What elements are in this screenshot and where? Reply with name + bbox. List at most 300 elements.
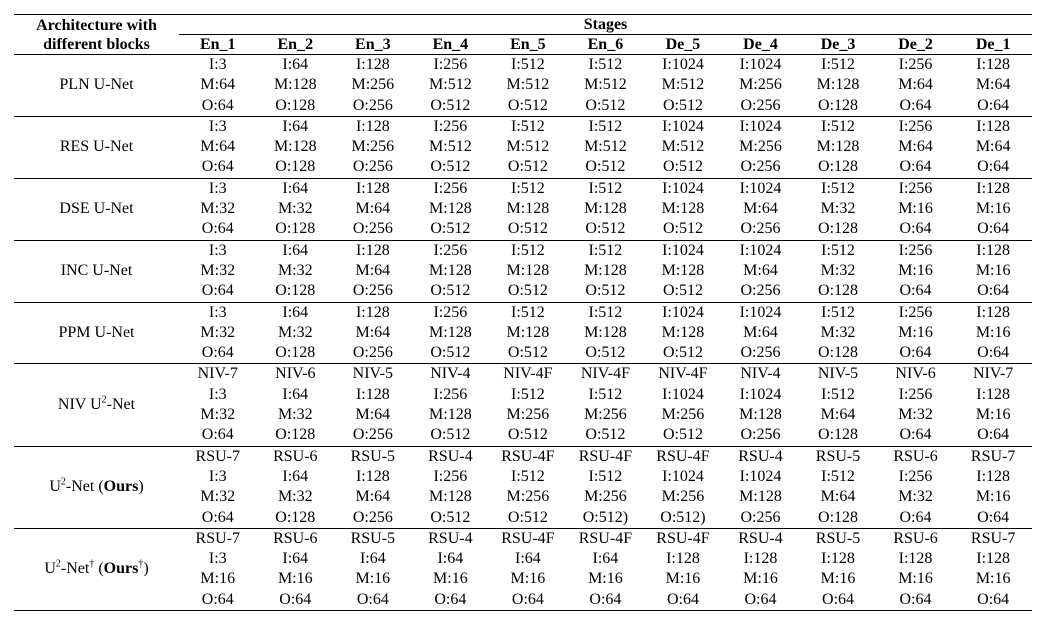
stage-cell-line: O:512 (507, 508, 548, 526)
stage-cell-line: O:512 (430, 158, 471, 176)
stage-cell-line: RSU-6 (273, 447, 318, 465)
stage-cell-line: I:1024 (739, 467, 782, 485)
stage-cell (877, 446, 955, 528)
stage-cell (179, 178, 257, 240)
stage-cell (877, 240, 955, 302)
stage-cell-line: I:256 (433, 467, 468, 485)
stage-cell (179, 364, 257, 446)
stage-cell-line: O:64 (977, 590, 1010, 608)
stage-cell (799, 240, 877, 302)
table-row (14, 364, 1032, 446)
stage-cell-line: I:1024 (662, 467, 704, 485)
stage-cell-line: M:16 (898, 200, 933, 218)
stage-cell-line: M:32 (200, 323, 236, 341)
stage-cell (954, 178, 1032, 240)
stage-cell-line: O:64 (899, 590, 932, 608)
stage-cell-line: M:256 (351, 76, 395, 94)
table-row (14, 446, 1032, 528)
stage-cell-line: M:16 (820, 570, 856, 588)
architecture-name-text: NIV U (57, 395, 102, 413)
stage-cell-line: M:128 (429, 406, 472, 424)
table-container (14, 14, 1032, 611)
stage-cell-line: I:512 (821, 467, 855, 485)
stage-cell-line: O:64 (822, 590, 855, 608)
stage-cell-line: M:128 (273, 76, 317, 94)
stage-cell-line: M:512 (429, 138, 472, 156)
stage-cell-line: I:128 (355, 117, 390, 135)
stage-cell (179, 528, 257, 610)
stage-cell-line: O:512 (662, 220, 703, 238)
stage-cell-line: I:128 (355, 179, 390, 197)
stage-cell-line: M:16 (975, 406, 1011, 424)
stage-cell-line: O:256 (352, 282, 393, 300)
stage-cell-line: I:3 (208, 56, 227, 73)
stage-cell-line: M:64 (743, 323, 778, 341)
stage-cell-line: M:128 (429, 261, 472, 279)
stage-cell (412, 528, 490, 610)
stage-cell-line: I:128 (976, 550, 1011, 568)
stage-cell-line: M:64 (355, 323, 391, 341)
architecture-name-text: PLN U-Net (59, 76, 134, 94)
stage-cell-line: I:1024 (739, 303, 782, 321)
stage-cell-line: I:512 (821, 179, 855, 197)
stage-cell-line: O:256 (740, 282, 781, 300)
stage-cell-line: O:64 (899, 344, 932, 362)
stage-cell-line: M:128 (584, 261, 627, 279)
stage-cell-line: RSU-6 (893, 447, 938, 465)
stage-cell-line: O:128 (275, 96, 316, 114)
stage-cell-line: NIV-5 (352, 365, 393, 383)
stage-cell (722, 55, 800, 117)
stage-cell-line: M:64 (975, 138, 1011, 156)
stage-cell (257, 446, 335, 528)
stage-cell-line: RSU-4 (738, 447, 783, 465)
stage-cell-line: O:64 (977, 426, 1010, 444)
stage-cell (567, 302, 645, 364)
stage-cell-line: O:512 (507, 344, 548, 362)
stage-cell-line: O:128 (818, 508, 859, 526)
architecture-name (14, 116, 179, 178)
stage-cell-line: O:64 (589, 590, 622, 608)
stage-cell-line: O:64 (511, 590, 544, 608)
stage-cell-line: I:3 (208, 179, 227, 197)
architecture-name-text: PPM U-Net (58, 323, 135, 341)
table-row (14, 55, 1032, 117)
stage-cell-line: O:512 (662, 426, 703, 444)
stage-cell-line: I:3 (208, 241, 227, 259)
stage-cell-line: I:512 (511, 467, 545, 485)
stage-cell-line: O:64 (434, 590, 467, 608)
stage-cell-line: I:1024 (662, 241, 704, 259)
stage-cell-line: O:512 (585, 96, 626, 114)
stage-cell-line: I:512 (821, 385, 855, 403)
stage-cell-line: NIV-4F (580, 365, 631, 383)
stage-cell-line: M:64 (743, 261, 778, 279)
stage-cell-line: O:64 (201, 96, 234, 114)
stage-cell-line: M:256 (506, 406, 550, 424)
stage-cell-line: M:256 (506, 488, 550, 506)
stage-cell-line: M:16 (898, 323, 933, 341)
stage-cell-line: M:64 (820, 406, 856, 424)
stage-cell-line: I:512 (588, 56, 623, 73)
architecture-name-superscript: 2 (55, 558, 61, 570)
stage-cell-line: M:32 (277, 261, 313, 279)
stage-cell-line: I:128 (355, 241, 390, 259)
stage-cell-line: M:128 (816, 138, 860, 156)
architecture-header-line2: different blocks (43, 35, 150, 53)
stage-cell-line: O:128 (818, 282, 859, 300)
table-body (14, 55, 1032, 611)
stage-cell-line: I:128 (976, 467, 1011, 485)
stage-cell-line: I:64 (282, 241, 309, 259)
architecture-name-suffix: -Net (60, 560, 90, 578)
stages-header: Stages (179, 15, 1032, 35)
stage-cell-line: O:256 (352, 96, 393, 114)
stage-cell-line: M:32 (277, 200, 313, 218)
stage-cell-line: O:512 (585, 344, 626, 362)
stage-cell-line: I:1024 (662, 117, 704, 135)
stage-cell-line: I:64 (282, 56, 309, 73)
stage-cell (179, 240, 257, 302)
stage-cell-line: M:128 (661, 323, 705, 341)
stage-cell-line: RSU-6 (893, 529, 938, 547)
stage-cell-line: O:64 (201, 220, 234, 238)
stage-cell (567, 528, 645, 610)
stage-cell-line: O:64 (977, 158, 1010, 176)
stage-cell-line: O:512 (430, 344, 471, 362)
stage-cell-line: M:32 (820, 261, 856, 279)
stage-cell-line: O:256 (352, 426, 393, 444)
stage-cell (567, 178, 645, 240)
stage-cell-line: RSU-6 (273, 529, 318, 547)
stage-cell-line: O:64 (977, 96, 1010, 114)
architecture-name-text: U (44, 560, 56, 578)
stage-cell (489, 55, 567, 117)
stage-cell-line: I:128 (898, 550, 933, 568)
stage-cell-line: O:256 (352, 344, 393, 362)
stage-cell-line: NIV-4F (503, 365, 553, 383)
stage-cell-line: I:256 (433, 179, 468, 197)
stage-cell-line: O:64 (977, 282, 1010, 300)
stage-cell-line: I:3 (208, 467, 227, 485)
stage-cell-line: I:64 (515, 550, 541, 568)
stage-cell (257, 55, 335, 117)
stage-cell-line: I:512 (511, 56, 545, 73)
stage-cell-line: M:64 (355, 200, 391, 218)
stage-cell-line: O:64 (977, 220, 1010, 238)
stage-cell-line: I:128 (355, 56, 390, 73)
stage-cell (722, 446, 800, 528)
stage-cell (334, 240, 412, 302)
stage-cell-line: O:64 (977, 344, 1010, 362)
stage-cell (489, 240, 567, 302)
stage-cell (799, 116, 877, 178)
stage-cell (489, 116, 567, 178)
table-row (14, 528, 1032, 610)
stage-cell (799, 446, 877, 528)
stage-cell-line: I:128 (976, 385, 1011, 403)
stage-cell-line: I:1024 (739, 179, 782, 197)
stage-cell (412, 364, 490, 446)
stage-header-de-1: De_1 (975, 36, 1011, 53)
stage-cell-line: O:512 (507, 158, 548, 176)
stage-cell-line: M:512 (506, 76, 550, 94)
stage-cell-line: M:64 (355, 488, 391, 506)
stage-cell-line: I:128 (976, 241, 1011, 259)
stage-cell (954, 55, 1032, 117)
stage-header-de-5: De_5 (665, 36, 701, 53)
stage-cell-line: I:512 (588, 467, 623, 485)
stage-cell-line: I:256 (898, 241, 933, 259)
stage-cell-line: M:64 (355, 406, 391, 424)
stage-cell-line: O:256 (352, 220, 393, 238)
architecture-name-text: INC U-Net (60, 261, 133, 279)
stage-cell-line: O:256 (740, 158, 781, 176)
stage-cell-line: RSU-5 (350, 529, 396, 547)
stage-cell-line: M:32 (200, 406, 236, 424)
stage-cell-line: O:128 (275, 426, 316, 444)
stage-header-en-2: En_2 (277, 36, 314, 53)
stage-cell-line: M:128 (739, 488, 782, 506)
architecture-name-bold: Ours (103, 560, 139, 578)
stage-cell-line: M:16 (898, 570, 933, 588)
stage-cell-line: O:64 (666, 590, 699, 608)
stage-cell-line: NIV-5 (817, 365, 859, 383)
stage-cell (877, 364, 955, 446)
stage-cell-line: M:128 (584, 323, 627, 341)
stage-cell-line: M:128 (506, 200, 550, 218)
architecture-name-suffix: -Net (106, 395, 136, 413)
stage-cell-line: O:64 (899, 426, 932, 444)
stage-cell-line: M:16 (975, 200, 1011, 218)
stage-cell (489, 446, 567, 528)
stage-cell (644, 302, 722, 364)
architecture-name-bold: Ours (103, 478, 139, 496)
stage-cell (334, 55, 412, 117)
stage-cell-line: I:128 (976, 117, 1011, 135)
stage-cell (877, 55, 955, 117)
architecture-table (14, 14, 1032, 611)
stage-header-en-4: En_4 (432, 36, 469, 53)
stage-cell (412, 302, 490, 364)
stage-cell-line: M:128 (739, 406, 782, 424)
stage-cell-line: I:256 (433, 56, 468, 73)
stage-cell-line: O:128 (818, 344, 859, 362)
stage-cell (644, 178, 722, 240)
stage-cell-line: I:3 (208, 385, 227, 403)
stage-cell (489, 178, 567, 240)
stage-cell-line: O:512 (507, 96, 548, 114)
stage-cell (567, 116, 645, 178)
stage-cell (877, 116, 955, 178)
stage-cell-line: I:1024 (662, 56, 704, 73)
stage-cell-line: I:512 (588, 303, 623, 321)
stage-cell-line: M:128 (429, 323, 472, 341)
stage-cell-line: M:32 (200, 261, 236, 279)
stage-cell-line: O:128 (818, 426, 859, 444)
stage-cell-line: O:512 (430, 508, 471, 526)
architecture-name (14, 364, 179, 446)
stage-cell-line: I:64 (282, 550, 309, 568)
architecture-name-text: DSE U-Net (59, 200, 134, 218)
stage-cell (412, 55, 490, 117)
stage-cell (567, 446, 645, 528)
stage-cell-line: I:1024 (739, 117, 782, 135)
stage-cell-line: I:128 (976, 179, 1011, 197)
architecture-name-mid: ( (94, 560, 104, 578)
stage-cell (257, 528, 335, 610)
stage-cell-line: I:128 (976, 56, 1011, 73)
stage-cell-line: I:128 (355, 385, 390, 403)
stage-cell (877, 302, 955, 364)
architecture-name (14, 240, 179, 302)
stage-cell-line: I:512 (821, 56, 855, 73)
stage-cell-line: O:64 (279, 590, 312, 608)
stage-cell-line: I:64 (282, 179, 309, 197)
stage-cell-line: M:128 (506, 261, 550, 279)
stage-cell-line: O:64 (201, 508, 234, 526)
stage-cell-line: RSU-4F (501, 447, 555, 465)
stage-cell-line: M:64 (200, 76, 236, 94)
stage-cell (722, 364, 800, 446)
stage-cell-line: M:256 (661, 488, 705, 506)
stage-cell (799, 302, 877, 364)
stage-cell-line: O:512 (585, 282, 626, 300)
stage-cell-line: RSU-4F (656, 529, 710, 547)
stage-cell-line: O:64 (899, 508, 932, 526)
stage-cell-line: M:256 (584, 488, 627, 506)
stage-cell-line: I:128 (355, 303, 390, 321)
stage-cell (334, 364, 412, 446)
stage-cell-line: RSU-4F (578, 529, 633, 547)
stage-cell-line: M:16 (588, 570, 623, 588)
architecture-name-suffix-superscript: † (89, 558, 95, 570)
stage-cell-line: I:3 (208, 550, 227, 568)
stage-cell-line: M:16 (200, 570, 236, 588)
stage-cell-line: RSU-4 (428, 529, 473, 547)
stage-cell-line: O:128 (818, 96, 859, 114)
stage-cell-line: I:64 (592, 550, 619, 568)
stage-cell-line: M:128 (429, 488, 472, 506)
stage-cell (722, 528, 800, 610)
stage-cell-line: I:128 (743, 550, 778, 568)
stage-cell-line: M:64 (898, 138, 933, 156)
stage-cell-line: I:512 (511, 385, 545, 403)
stage-cell-line: M:512 (584, 138, 627, 156)
stage-cell-line: I:128 (976, 303, 1011, 321)
stage-cell (644, 446, 722, 528)
stage-cell-line: M:32 (898, 488, 933, 506)
stage-cell-line: I:128 (355, 467, 390, 485)
stage-cell-line: M:512 (429, 76, 472, 94)
architecture-header-line1: Architecture with (36, 16, 157, 34)
stage-cell-line: NIV-4 (740, 365, 781, 383)
stage-cell (644, 528, 722, 610)
stage-cell (179, 55, 257, 117)
stage-cell-line: M:16 (665, 570, 701, 588)
stage-cell (799, 528, 877, 610)
stage-cell-line: O:64 (201, 590, 234, 608)
architecture-name (14, 178, 179, 240)
stage-cell-line: O:256 (740, 508, 781, 526)
table-row (14, 302, 1032, 364)
stage-cell-line: I:256 (433, 385, 468, 403)
stage-cell-line: O:512) (660, 508, 706, 526)
stage-cell-line: I:128 (666, 550, 700, 568)
stage-cell (954, 446, 1032, 528)
stage-cell-line: I:1024 (739, 385, 782, 403)
stage-cell (412, 116, 490, 178)
stage-header-de-3: De_3 (820, 36, 856, 53)
stage-cell (412, 178, 490, 240)
stage-cell (489, 364, 567, 446)
stage-cell-line: RSU-4 (738, 529, 783, 547)
stage-cell-line: M:512 (584, 76, 627, 94)
stage-cell-line: M:128 (273, 138, 317, 156)
architecture-name-end: ) (143, 560, 149, 578)
stage-cell-line: RSU-4F (501, 529, 555, 547)
stage-cell-line: I:1024 (739, 241, 782, 259)
stage-cell-line: M:32 (820, 323, 856, 341)
stage-cell-line: RSU-7 (970, 447, 1016, 465)
stage-header-en-5: En_5 (510, 36, 546, 53)
stage-cell-line: M:64 (743, 200, 778, 218)
stage-cell (257, 364, 335, 446)
stage-cell-line: M:16 (975, 323, 1011, 341)
stage-cell-line: O:64 (899, 220, 932, 238)
stage-cell-line: I:512 (588, 117, 623, 135)
stage-cell-line: O:64 (744, 590, 777, 608)
stage-cell-line: NIV-6 (895, 365, 936, 383)
stage-cell (644, 116, 722, 178)
stage-cell (334, 116, 412, 178)
stage-cell-line: M:128 (429, 200, 472, 218)
stage-cell-line: M:256 (661, 406, 705, 424)
stage-cell-line: M:64 (820, 488, 856, 506)
stage-cell-line: I:512 (511, 303, 545, 321)
stage-cell (644, 240, 722, 302)
stage-cell (722, 178, 800, 240)
stage-cell (722, 116, 800, 178)
stage-cell (954, 302, 1032, 364)
stage-cell-line: O:512 (507, 282, 548, 300)
stage-cell-line: I:1024 (662, 385, 704, 403)
stage-cell (567, 364, 645, 446)
stage-cell (799, 178, 877, 240)
stage-cell (644, 364, 722, 446)
stage-cell-line: I:128 (821, 550, 855, 568)
stage-cell-line: I:1024 (739, 56, 782, 73)
stage-cell (954, 528, 1032, 610)
stage-cell-line: O:256 (740, 220, 781, 238)
stage-cell-line: M:128 (816, 76, 860, 94)
stage-cell-line: RSU-7 (970, 529, 1016, 547)
stage-cell (644, 55, 722, 117)
stage-cell-line: O:256 (740, 344, 781, 362)
stage-cell-line: I:256 (433, 303, 468, 321)
stage-cell-line: O:128 (275, 158, 316, 176)
stage-cell-line: I:1024 (662, 179, 704, 197)
stage-cell (412, 240, 490, 302)
stage-cell-line: O:512 (585, 426, 626, 444)
stage-cell-line: I:256 (898, 467, 933, 485)
stage-cell (257, 116, 335, 178)
stage-cell-line: M:16 (743, 570, 778, 588)
stage-cell-line: M:256 (351, 138, 395, 156)
stage-cell-line: I:512 (821, 117, 855, 135)
stage-cell-line: RSU-4F (656, 447, 710, 465)
stage-cell-line: RSU-5 (350, 447, 396, 465)
